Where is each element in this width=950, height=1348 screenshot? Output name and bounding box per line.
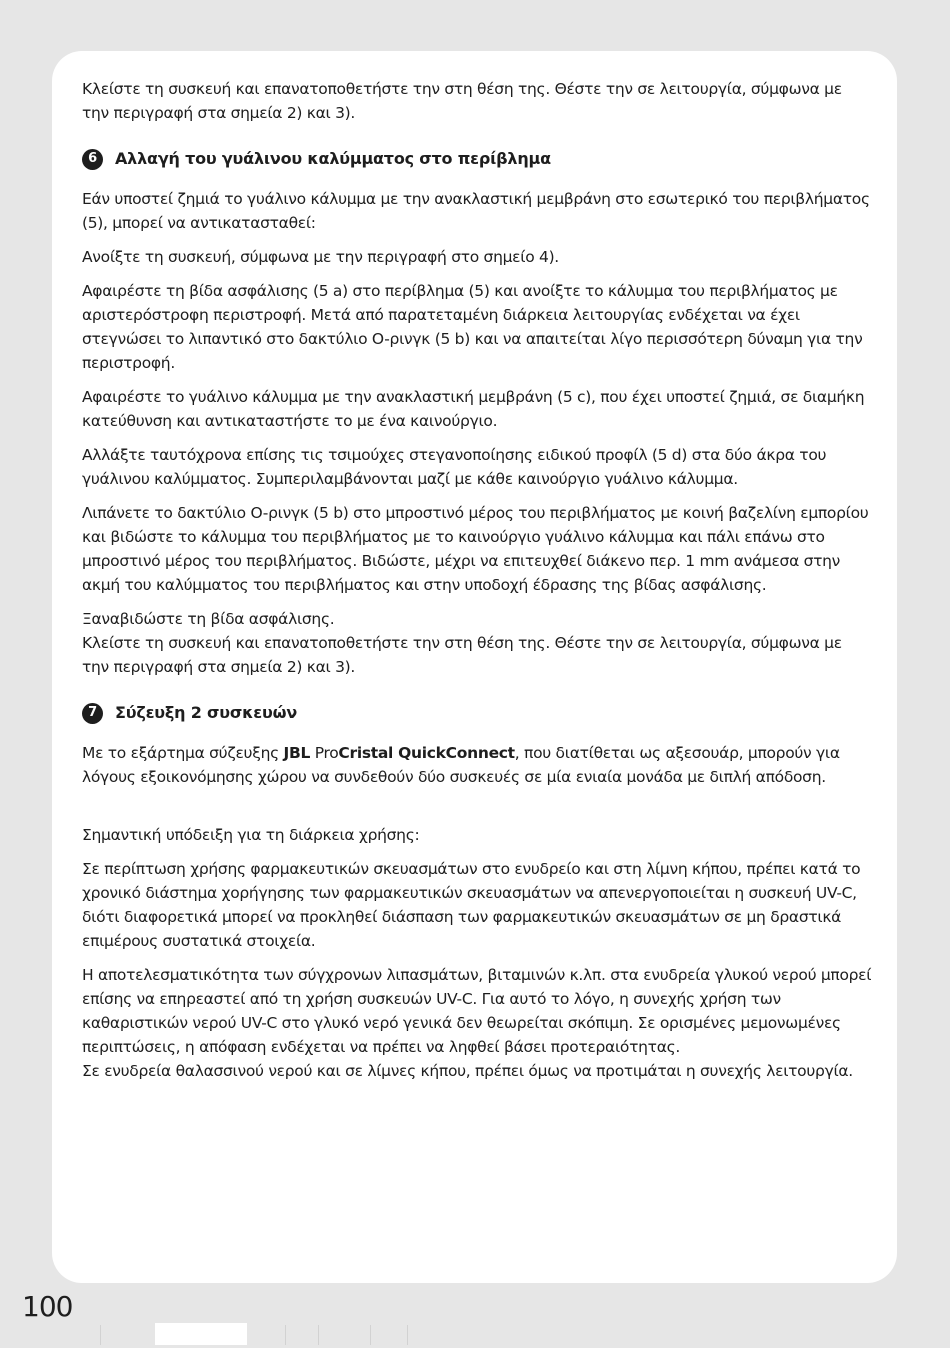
section-6-paragraph-4: Αφαιρέστε το γυάλινο κάλυμμα με την ανακλαστική μεμβράνη (5 c), που έχει υποστεί ζημιά, σε διαμήκη κατεύθυνση και αντικαταστήστε το με ένα καινούργιο. bbox=[82, 388, 865, 430]
brand-cristal-quickconnect: Cristal QuickConnect bbox=[338, 744, 515, 762]
footer-divider bbox=[370, 1325, 371, 1345]
section-6-title: Αλλαγή του γυάλινου καλύμματος στο περίβλημα bbox=[115, 149, 551, 168]
section-6-heading bbox=[82, 147, 872, 171]
section-7-number-badge: 7 bbox=[82, 703, 103, 724]
section-7-text-before: Με το εξάρτημα σύζευξης bbox=[82, 744, 284, 762]
section-7-paragraph bbox=[82, 741, 872, 789]
notes-paragraph-2: Η αποτελεσματικότητα των σύγχρονων λιπασμάτων, βιταμινών κ.λπ. στα ενυδρεία γλυκού νερού μπορεί επίσης να επηρεαστεί από τη χρήση συσκευών UV-C. Για αυτό το λόγο, η συνεχής χρήση των καθαριστικών νερού UV-C στο γλυκό νερό γενικά δεν θεωρείται σκόπιμη. Σε ορισμένες μεμονωμένες περιπτώσεις, η απόφαση ενδέχεται να πρέπει να ληφθεί βάσει προτεραιότητας. bbox=[82, 966, 872, 1056]
page-card bbox=[52, 51, 897, 1283]
section-7-text-after: , που διατίθεται ως αξεσουάρ, μπορούν για λόγους εξοικονόμησης χώρου να συνδεθούν δύο συσκευές σε μία ενιαία μονάδα με διπλή απόδοση. bbox=[82, 744, 840, 786]
section-7-heading bbox=[82, 701, 872, 725]
footer-divider bbox=[285, 1325, 286, 1345]
footer-white-bar bbox=[155, 1323, 247, 1345]
section-6-paragraph-3: Αφαιρέστε τη βίδα ασφάλισης (5 a) στο περίβλημα (5) και ανοίξτε το κάλυμμα του περιβλήματος με αριστερόστροφη περιστροφή. Μετά από παρατεταμένη διάρκεια λειτουργίας ενδέχεται να έχει στεγνώσει το λιπαντικό στο δακτύλιο O-ρινγκ (5 b) και να απαιτείται λίγο περισσότερη δύναμη για την περιστροφή. bbox=[82, 282, 863, 372]
brand-jbl: JBL bbox=[283, 744, 311, 762]
footer-divider bbox=[100, 1325, 101, 1345]
section-6-paragraph-6: Λιπάνετε το δακτύλιο O-ρινγκ (5 b) στο μπροστινό μέρος του περιβλήματος με κοινή βαζελίνη εμπορίου και βιδώστε το κάλυμμα του περιβλήματος με το καινούργιο γυάλινο κάλυμμα και πάλι επάνω στο μπροστινό μέρος του περιβλήματος. Βιδώστε, μέχρι να επιτευχθεί διάκενο περ. 1 mm ανάμεσα στην ακμή του καλύμματος του περιβλήματος και στην υποδοχή έδρασης της βίδας ασφάλισης. bbox=[82, 504, 869, 594]
footer-divider bbox=[318, 1325, 319, 1345]
section-6-paragraph-2: Ανοίξτε τη συσκευή, σύμφωνα με την περιγραφή στο σημείο 4). bbox=[82, 248, 559, 266]
brand-pro: Pro bbox=[310, 744, 339, 762]
notes-paragraph-3: Σε ενυδρεία θαλασσινού νερού και σε λίμνες κήπου, πρέπει όμως να προτιμάται η συνεχής λειτουργία. bbox=[82, 1062, 853, 1080]
section-7-title: Σύζευξη 2 συσκευών bbox=[115, 703, 298, 722]
intro-paragraph: Κλείστε τη συσκευή και επανατοποθετήστε την στη θέση της. Θέστε την σε λειτουργία, σύμφωνα με την περιγραφή στα σημεία 2) και 3). bbox=[82, 80, 842, 122]
section-6-final-line-2: Κλείστε τη συσκευή και επανατοποθετήστε την στη θέση της. Θέστε την σε λειτουργία, σύμφωνα με την περιγραφή στα σημεία 2) και 3). bbox=[82, 634, 842, 676]
notes-paragraph-1: Σε περίπτωση χρήσης φαρμακευτικών σκευασμάτων στο ενυδρείο και στη λίμνη κήπου, πρέπει κατά το χρονικό διάστημα χορήγησης των φαρμακευτικών σκευασμάτων να απενεργοποιείται η συσκευή UV-C, διότι διαφορετικά μπορεί να προκληθεί διάσπαση των φαρμακευτικών σκευασμάτων σε μη δραστικά επιμέρους συστατικά στοιχεία. bbox=[82, 860, 861, 950]
page-content bbox=[82, 77, 872, 1083]
section-6-final-line-1: Ξαναβιδώστε τη βίδα ασφάλισης. bbox=[82, 610, 335, 628]
section-6-paragraph-1: Εάν υποστεί ζημιά το γυάλινο κάλυμμα με την ανακλαστική μεμβράνη στο εσωτερικό του περιβλήματος (5), μπορεί να αντικατασταθεί: bbox=[82, 190, 870, 232]
section-6-number-badge: 6 bbox=[82, 149, 103, 170]
section-6-paragraph-5: Αλλάξτε ταυτόχρονα επίσης τις τσιμούχες στεγανοποίησης ειδικού προφίλ (5 d) στα δύο άκρα του γυάλινου καλύμματος. Συμπεριλαμβάνονται μαζί με κάθε καινούργιο γυάλινο κάλυμμα. bbox=[82, 446, 827, 488]
footer-divider bbox=[407, 1325, 408, 1345]
page-number: 100 bbox=[22, 1290, 73, 1323]
notes-title: Σημαντική υπόδειξη για τη διάρκεια χρήσης: bbox=[82, 826, 420, 844]
